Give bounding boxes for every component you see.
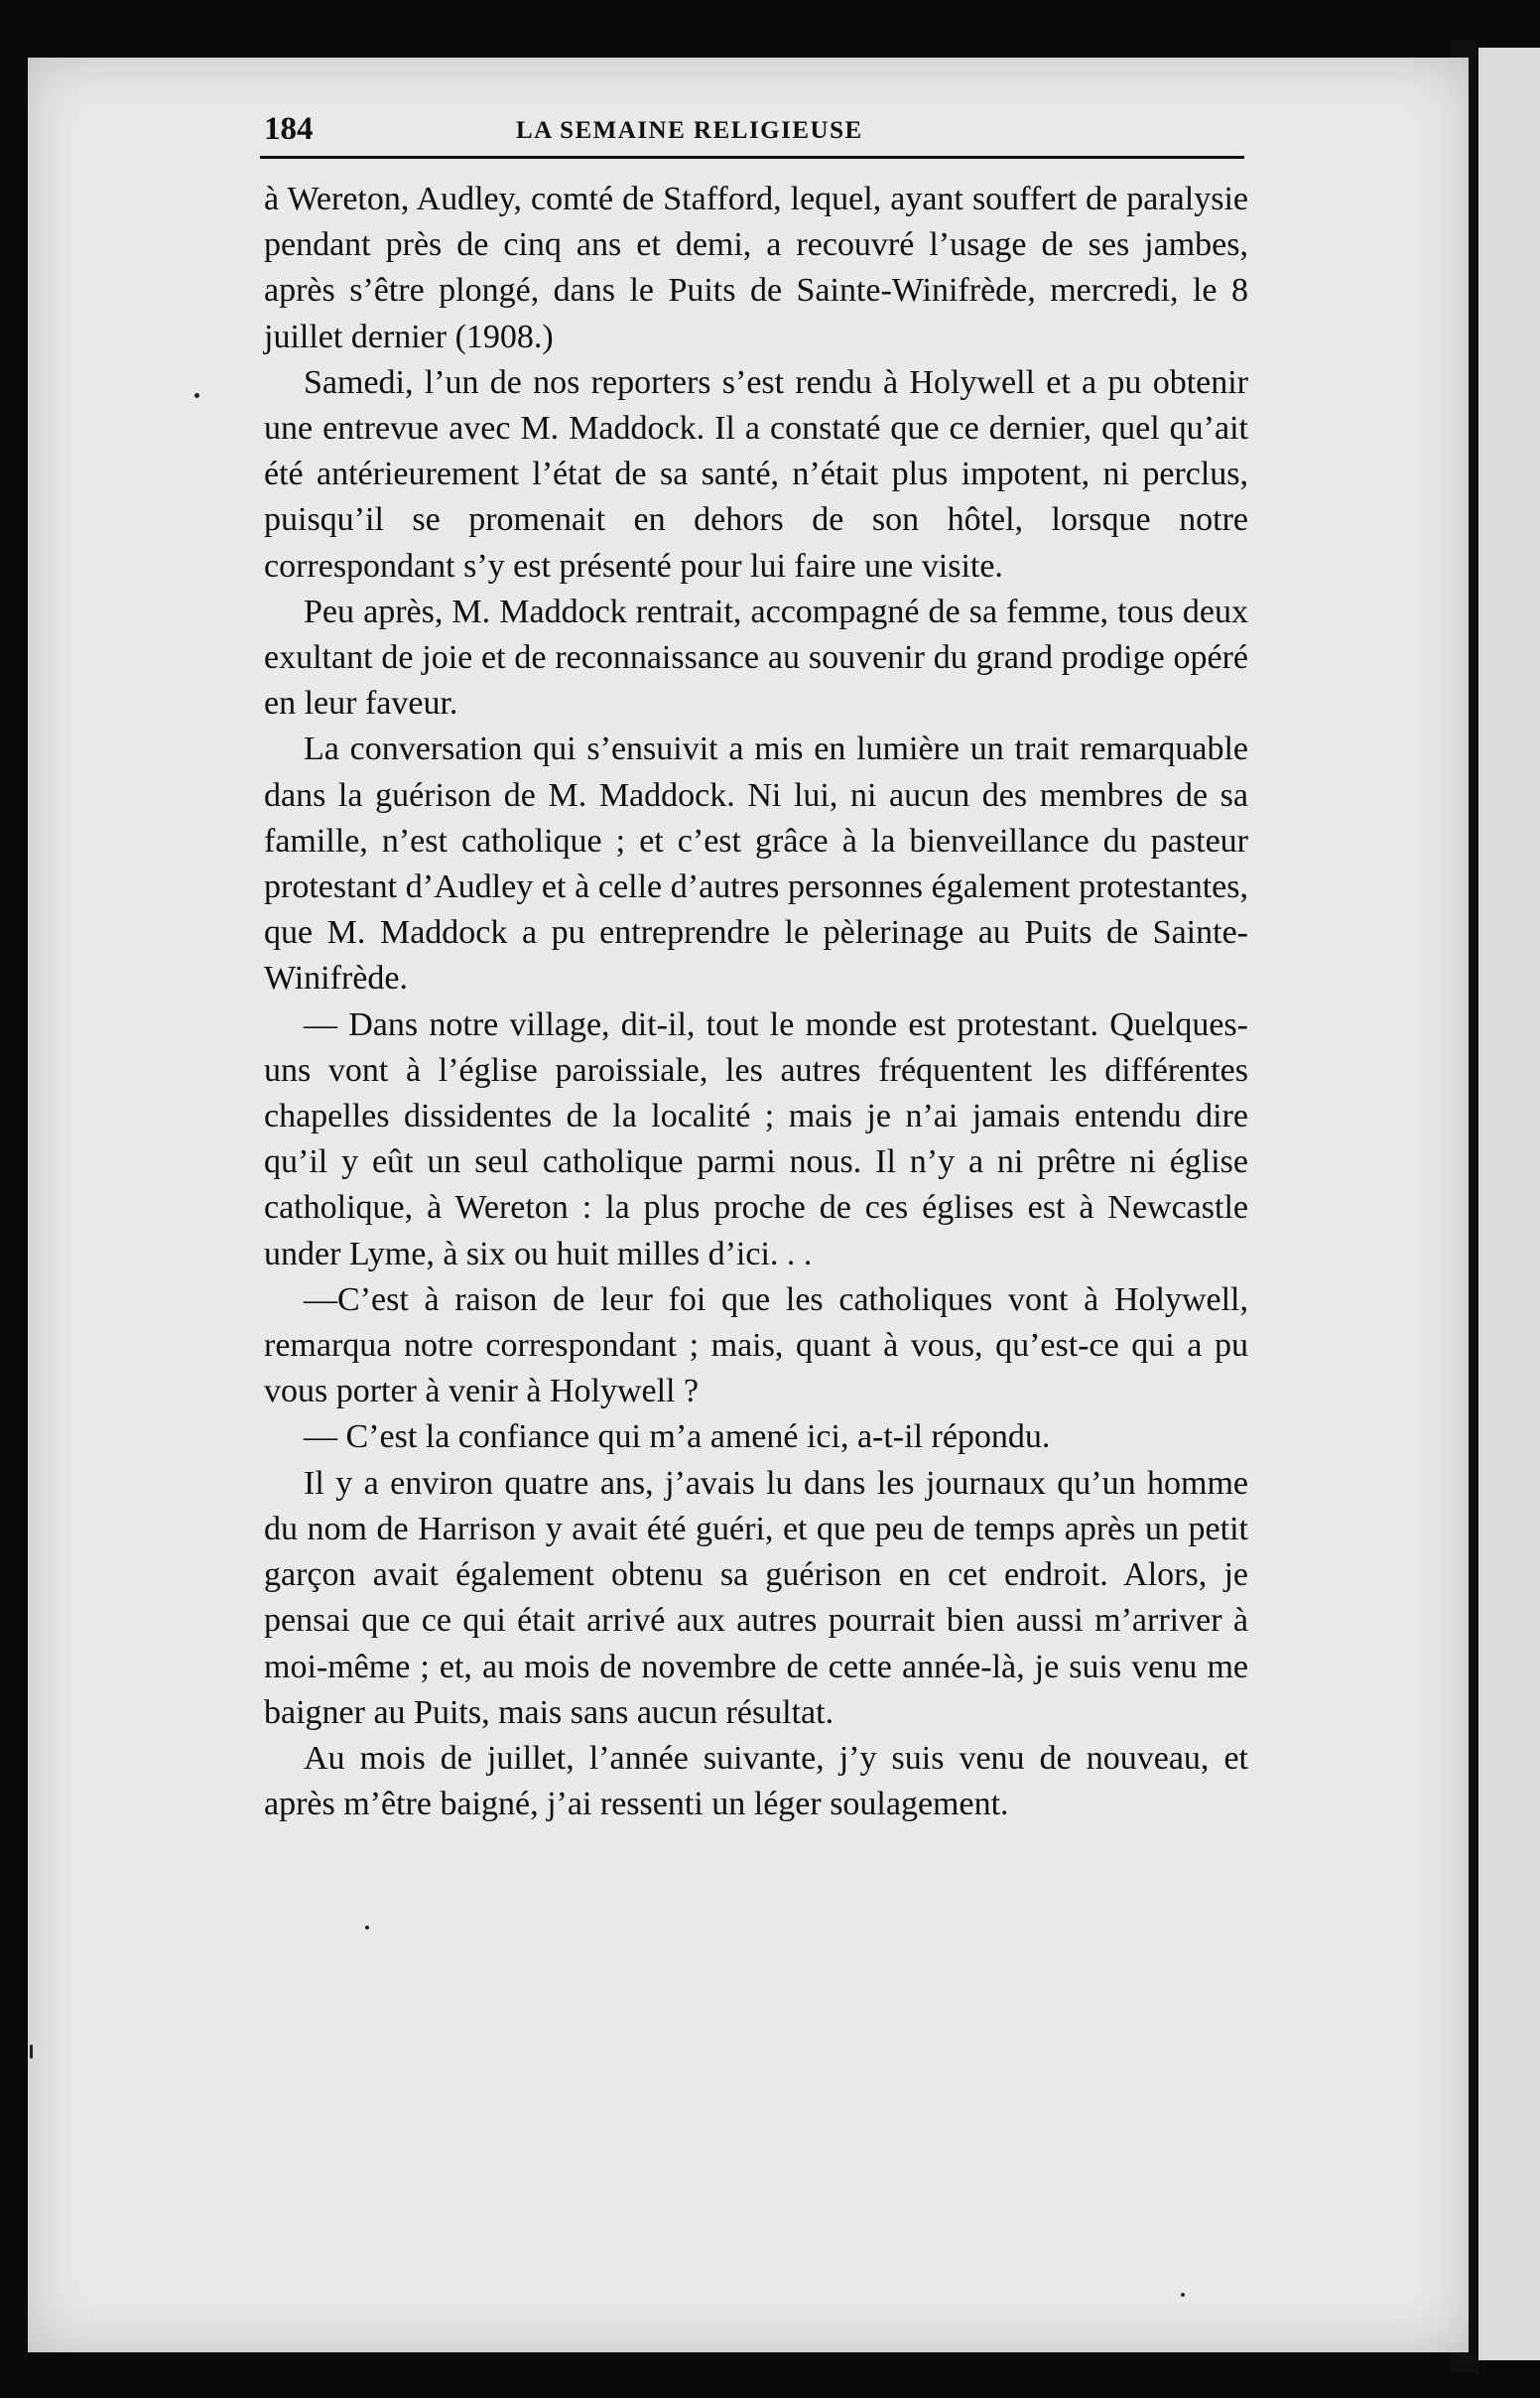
running-title: LA SEMAINE RELIGIEUSE <box>516 117 863 144</box>
paragraph: La conversation qui s’ensuivit a mis en lumière un trait remarquable dans la guérison de M. Maddock. Ni lui, ni aucun des membres de sa famille, n’est catholique ; et c’est grâce à la bienveillance du pasteur protestant d’Audley et à celle d’autres personnes également protestantes, que M. Maddock a pu entreprendre le pèlerinage au Puits de Sainte-Winifrède. <box>264 731 1248 998</box>
paragraph: Au mois de juillet, l’année suivante, j’y suis venu de nouveau, et après m’être baigné, j’ai ressenti un léger soulagement. <box>264 1739 1248 1823</box>
page-number: 184 <box>264 111 314 147</box>
scan-speck <box>194 393 199 398</box>
paragraph: Il y a environ quatre ans, j’avais lu dans les journaux qu’un homme du nom de Harrison y avait été guéri, et que peu de temps après un petit garçon avait également obtenu sa guérison en cet endroit. Alors, je pensai que ce qui était arrivé aux autres pourrait bien aussi m’arriver à moi-même ; et, au mois de novembre de cette année-là, je suis venu me baigner au Puits, mais sans aucun résultat. <box>264 1464 1248 1731</box>
scan-speck <box>365 1926 369 1930</box>
scan-speck <box>1181 2293 1185 2297</box>
body-text <box>264 177 1248 1827</box>
header-rule <box>260 156 1244 159</box>
page-header <box>264 111 1244 155</box>
paragraph: Peu après, M. Maddock rentrait, accompagné de sa femme, tous deux exultant de joie et de reconnaissance au souvenir du grand prodige opéré en leur faveur. <box>264 593 1248 723</box>
paragraph: à Wereton, Audley, comté de Stafford, lequel, ayant souffert de paralysie pendant près de cinq ans et demi, a recouvré l’usage de ses jambes, après s’être plongé, dans le Puits de Sainte-Winifrède, mercredi, le 8 juillet dernier (1908.) <box>264 181 1248 355</box>
paragraph: — Dans notre village, dit-il, tout le monde est protestant. Quelques-uns vont à l’église paroissiale, les autres fréquentent les différentes chapelles dissidentes de la localité ; mais je n’ai jamais entendu dire qu’il y eût un seul catholique parmi nous. Il n’y a ni prêtre ni église catholique, à Wereton : la plus proche de ces églises est à Newcastle under Lyme, à six ou huit milles d’ici. . . <box>264 1005 1248 1272</box>
paragraph: Samedi, l’un de nos reporters s’est rendu à Holywell et a pu obtenir une entrevue avec M. Maddock. Il a constaté que ce dernier, quel qu’ait été antérieurement l’état de sa santé, n’était plus impotent, ni perclus, puisqu’il se promenait en dehors de son hôtel, lorsque notre correspondant s’y est présenté pour lui faire une visite. <box>264 363 1248 585</box>
paragraph: — C’est la confiance qui m’a amené ici, a-t-il répondu. <box>304 1418 1051 1456</box>
paragraph: —C’est à raison de leur foi que les catholiques vont à Holywell, remarqua notre correspondant ; mais, quant à vous, qu’est-ce qui a pu vous porter à venir à Holywell ? <box>264 1280 1248 1410</box>
scan-speck <box>30 2045 33 2059</box>
